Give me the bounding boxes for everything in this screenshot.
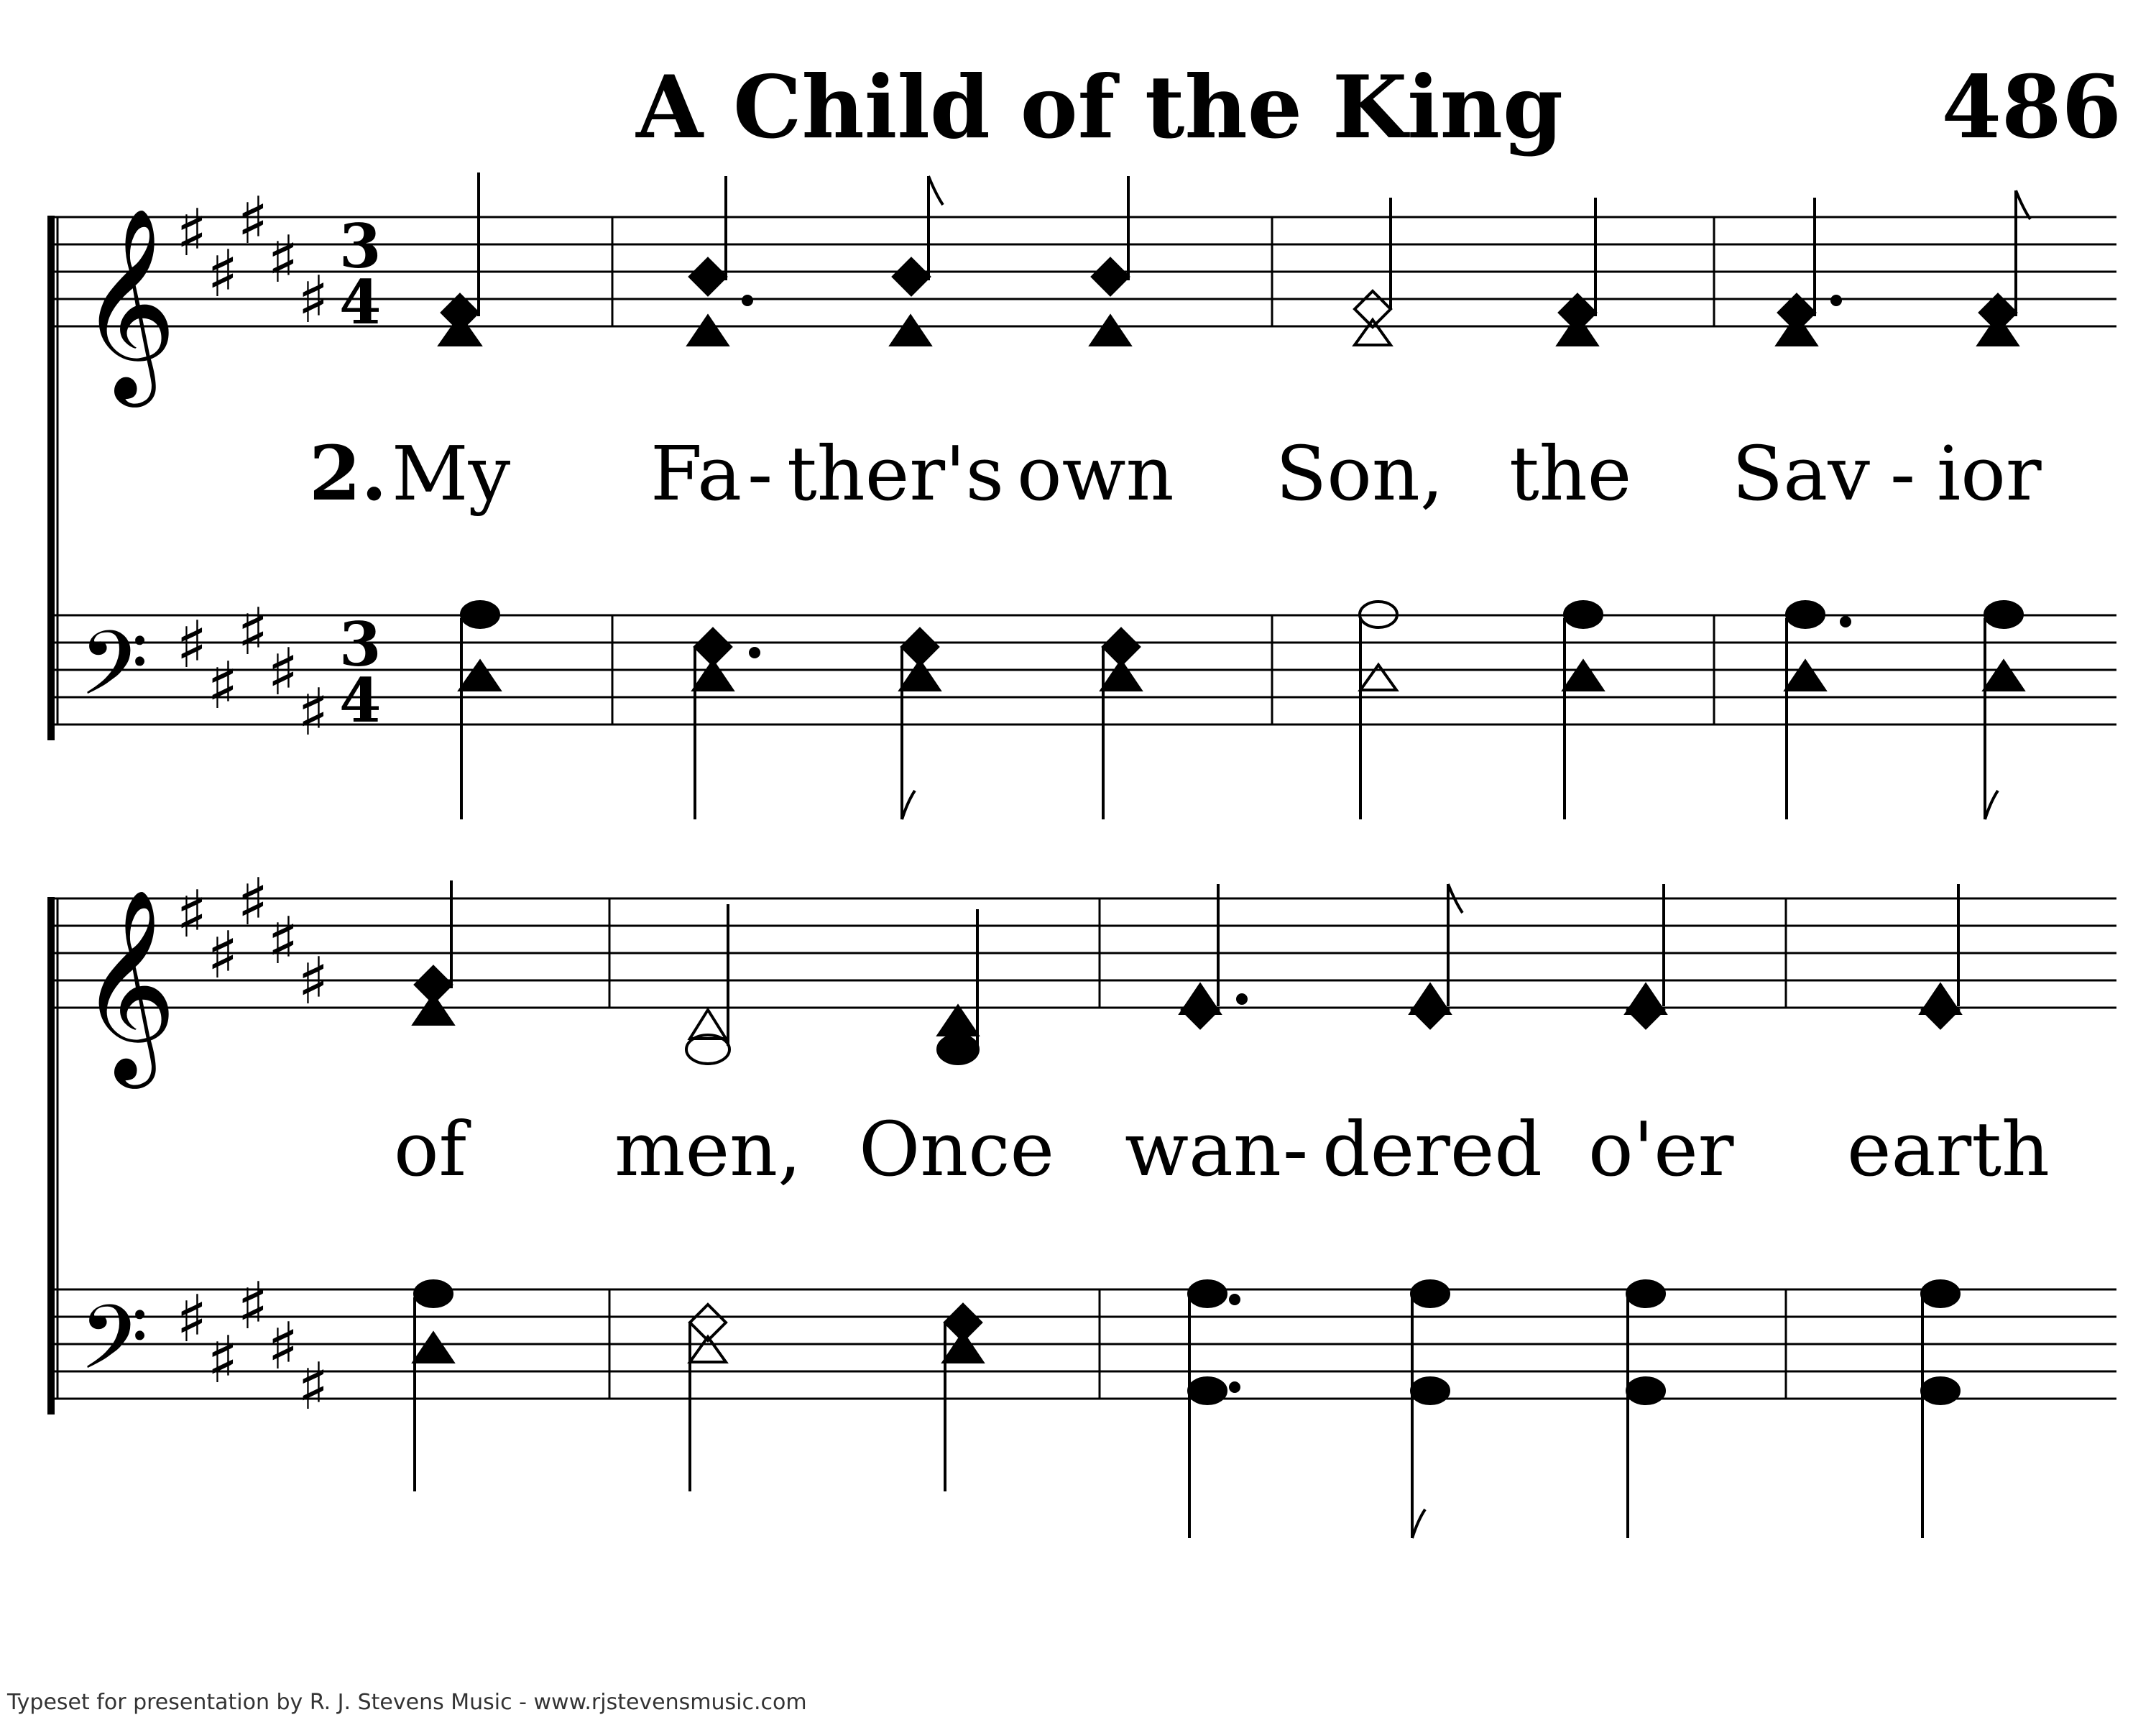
svg-text:♯: ♯: [267, 903, 299, 979]
bass-time-signature: [339, 609, 381, 736]
note: [1411, 884, 1462, 1028]
svg-text:♯: ♯: [237, 865, 269, 940]
note: [938, 909, 978, 1064]
note: [1091, 176, 1130, 345]
svg-text:♯: ♯: [176, 607, 208, 683]
lyric-syllable: earth: [1847, 1105, 2050, 1193]
time-sig-bottom: 4: [339, 665, 382, 736]
svg-text:♯: ♯: [298, 262, 329, 338]
lyrics-line-1: [309, 429, 2042, 518]
treble-clef: 𝄞: [79, 207, 177, 399]
svg-text:♯: ♯: [176, 877, 208, 952]
treble-notes-1: [440, 172, 2030, 345]
verse-number: 2.: [309, 429, 387, 518]
lyric-syllable: -: [1283, 1105, 1309, 1193]
treble-key-signature: [176, 183, 329, 338]
lyric-syllable: of: [394, 1105, 467, 1193]
bass-notes-1: [460, 602, 2023, 819]
svg-text:♯: ♯: [267, 222, 299, 298]
note: [1921, 884, 1960, 1028]
lyric-syllable: own: [1017, 430, 1174, 518]
svg-text:♯: ♯: [237, 594, 269, 670]
treble-clef: 𝄞: [79, 888, 177, 1080]
svg-text:♯: ♯: [298, 1349, 329, 1425]
time-sig-top: 3: [339, 211, 382, 282]
treble-time-signature: [339, 211, 381, 338]
svg-text:♯: ♯: [298, 675, 329, 750]
note: [414, 1281, 453, 1491]
hymn-number: 486: [1941, 57, 2122, 158]
lyrics-line-2: [394, 1105, 2050, 1193]
svg-text:♯: ♯: [298, 944, 329, 1019]
treble-staff-2: [52, 898, 2116, 1008]
lyric-syllable: Sav: [1732, 430, 1871, 518]
svg-text:♯: ♯: [207, 236, 239, 312]
note: [891, 176, 943, 345]
note: [440, 172, 480, 345]
lyric-syllable: ior: [1937, 430, 2042, 518]
bass-clef: 𝄢: [79, 1287, 149, 1412]
svg-text:♯: ♯: [207, 1322, 239, 1398]
note: [1627, 1281, 1664, 1538]
system-barline-left: [47, 897, 55, 1414]
lyric-syllable: -: [1890, 430, 1916, 518]
note: [1360, 602, 1397, 819]
system-1: [47, 172, 2116, 819]
hymn-title: A Child of the King: [636, 57, 1563, 158]
lyric-syllable: Son,: [1276, 430, 1444, 518]
lyric-syllable: wan: [1125, 1105, 1282, 1193]
lyric-syllable: -: [747, 430, 773, 518]
lyric-syllable: o'er: [1588, 1105, 1734, 1193]
svg-text:♯: ♯: [237, 1269, 269, 1344]
note: [460, 602, 499, 819]
bass-notes-2: [414, 1281, 1959, 1538]
note: [1189, 1281, 1239, 1538]
note: [1626, 884, 1665, 1028]
treble-key-signature: [176, 865, 329, 1019]
svg-text:♯: ♯: [267, 1309, 299, 1384]
svg-text:♯: ♯: [267, 635, 299, 710]
svg-text:♯: ♯: [176, 196, 208, 271]
time-sig-top: 3: [339, 609, 382, 680]
note: [1786, 602, 1850, 819]
lyric-syllable: dered: [1322, 1105, 1542, 1193]
note: [1984, 602, 2023, 819]
svg-text:♯: ♯: [176, 1282, 208, 1357]
lyric-syllable: My: [392, 430, 511, 518]
bass-key-signature: [176, 1269, 329, 1425]
lyric-syllable: ther's: [787, 430, 1004, 518]
time-sig-bottom: 4: [339, 267, 382, 338]
footer-credit: Typeset for presentation by R. J. Stevens Music - www.rjstevensmusic.com: [7, 1690, 807, 1715]
lyric-syllable: men,: [614, 1105, 802, 1193]
lyric-syllable: the: [1509, 430, 1632, 518]
svg-text:♯: ♯: [237, 183, 269, 259]
note: [1922, 1281, 1959, 1538]
note: [1411, 1281, 1449, 1538]
bass-staff-2: [52, 1289, 2116, 1399]
note: [1978, 190, 2030, 345]
bass-clef: 𝄢: [79, 612, 149, 737]
svg-text:♯: ♯: [207, 648, 239, 724]
system-barline-left: [47, 216, 55, 740]
note: [1564, 602, 1603, 819]
svg-text:♯: ♯: [207, 918, 239, 993]
note: [686, 904, 729, 1064]
lyric-syllable: Once: [859, 1105, 1055, 1193]
note: [1181, 884, 1246, 1028]
treble-notes-2: [414, 880, 1960, 1064]
bass-key-signature: [176, 594, 329, 750]
note: [688, 176, 752, 345]
system-2: [47, 865, 2116, 1538]
lyric-syllable: Fa: [650, 430, 742, 518]
